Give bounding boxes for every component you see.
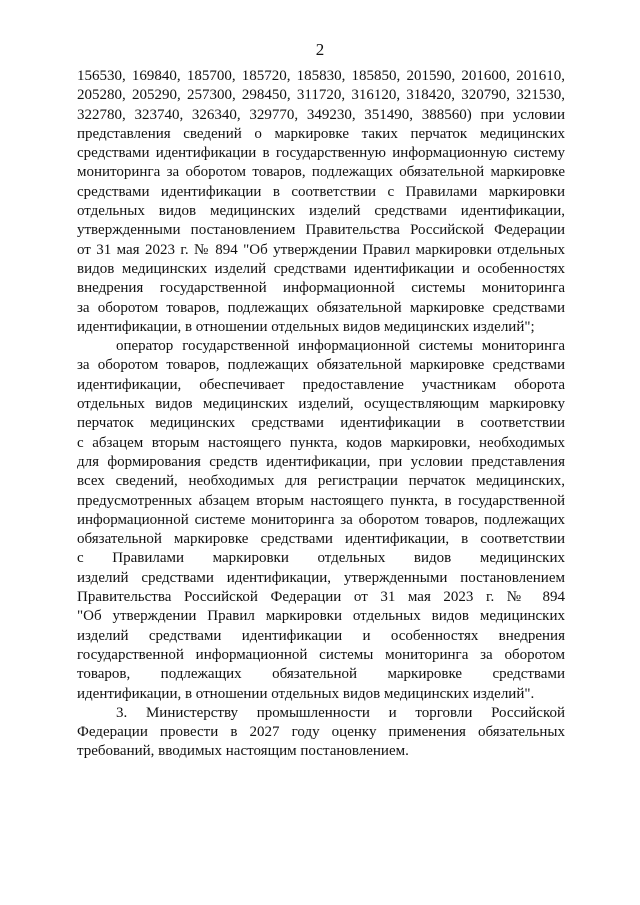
- text-line: мониторинга за оборотом товаров, подлежащих обязательной маркировке: [77, 164, 565, 181]
- text-line: изделий средствами идентификации и особенностях внедрения: [77, 627, 565, 644]
- text-line: средствами идентификации в государственную информационную систему: [77, 145, 565, 162]
- text-line: 3. Министерству промышленности и торговли Российской: [116, 704, 565, 721]
- text-line: идентификации, в отношении отдельных видов медицинских изделий";: [77, 318, 535, 335]
- text-line: "Об утверждении Правил маркировки отдельных видов медицинских: [77, 608, 565, 625]
- text-line: государственной информационной системы мониторинга за оборотом: [77, 646, 565, 663]
- text-line: требований, вводимых настоящим постановлением.: [77, 743, 409, 760]
- text-line: информационной системе мониторинга за оборотом товаров, подлежащих: [77, 511, 565, 528]
- text-line: изделий средствами идентификации, утвержденными постановлением: [77, 569, 565, 586]
- text-line: товаров, подлежащих обязательной маркировке средствами: [77, 666, 565, 683]
- text-line: с Правилами маркировки отдельных видов медицинских: [77, 550, 565, 567]
- text-line: Федерации провести в 2027 году оценку применения обязательных: [77, 724, 565, 741]
- text-line: за оборотом товаров, подлежащих обязательной маркировке средствами: [77, 299, 565, 316]
- text-line: для формирования средств идентификации, при условии представления: [77, 453, 565, 470]
- text-line: за оборотом товаров, подлежащих обязательной маркировке средствами: [77, 357, 565, 374]
- text-line: от 31 мая 2023 г. № 894 "Об утверждении Правил маркировки отдельных: [77, 241, 565, 258]
- paragraph-1: [77, 67, 565, 337]
- text-line: перчаток медицинских средствами идентификации в соответствии: [77, 415, 565, 432]
- text-line: видов медицинских изделий средствами идентификации и особенностях: [77, 260, 565, 277]
- text-line: обязательной маркировке средствами идентификации, в соответствии: [77, 531, 565, 548]
- text-line: средствами идентификации в соответствии с Правилами маркировки: [77, 183, 565, 200]
- text-line: оператор государственной информационной системы мониторинга: [116, 338, 565, 355]
- text-line: утвержденными постановлением Правительства Российской Федерации: [77, 222, 565, 239]
- text-line: представления сведений о маркировке таких перчаток медицинских: [77, 125, 565, 142]
- text-line: с абзацем вторым настоящего пункта, кодов маркировки, необходимых: [77, 434, 565, 451]
- text-line: отдельных видов медицинских изделий средствами идентификации,: [77, 203, 565, 220]
- text-line: отдельных видов медицинских изделий, осуществляющим маркировку: [77, 396, 565, 413]
- body-text: [77, 67, 565, 762]
- text-line: всех сведений, необходимых для регистрации перчаток медицинских,: [77, 473, 565, 490]
- text-line: идентификации, обеспечивает предоставление участникам оборота: [77, 376, 565, 393]
- paragraph-2: [77, 337, 565, 704]
- paragraph-3: [77, 704, 565, 762]
- text-line: внедрения государственной информационной системы мониторинга: [77, 280, 565, 297]
- text-line: 322780, 323740, 326340, 329770, 349230, 351490, 388560) при условии: [77, 106, 565, 123]
- text-line: идентификации, в отношении отдельных видов медицинских изделий".: [77, 685, 535, 702]
- text-line: 205280, 205290, 257300, 298450, 311720, 316120, 318420, 320790, 321530,: [77, 87, 565, 104]
- page-number: 2: [315, 40, 325, 59]
- text-line: 156530, 169840, 185700, 185720, 185830, 185850, 201590, 201600, 201610,: [77, 68, 565, 84]
- text-line: предусмотренных абзацем вторым настоящего пункта, в государственной: [77, 492, 565, 509]
- text-line: Правительства Российской Федерации от 31 мая 2023 г. № 894: [77, 589, 565, 606]
